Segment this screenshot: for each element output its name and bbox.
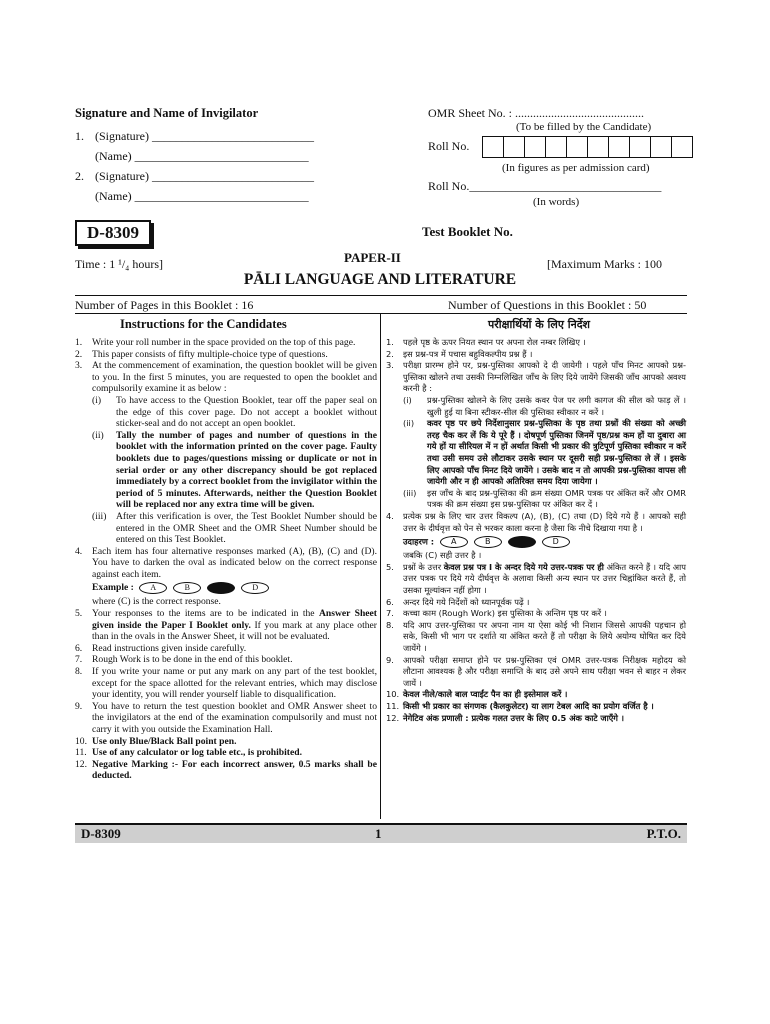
roll-digit-box[interactable]	[504, 137, 525, 157]
instruction-item	[386, 511, 686, 562]
item-number: 6.	[386, 596, 394, 607]
row-label: (Signature)	[95, 129, 149, 143]
instructions-en	[75, 337, 377, 782]
roll-number-label: Roll No.	[428, 139, 470, 153]
item-number: 9.	[386, 654, 394, 665]
item-text-bold: केवल प्रश्न पत्र I के अन्दर दिये गये उत्तर-पत्रक पर ही	[443, 561, 604, 572]
option-oval-b[interactable]: B	[173, 582, 201, 594]
sub-number: (iii)	[403, 487, 417, 498]
item-text: पहले पृष्ठ के ऊपर नियत स्थान पर अपना रोल नम्बर लिखिए ।	[403, 337, 586, 347]
instruction-item	[75, 747, 377, 759]
roll-digit-box[interactable]	[588, 137, 609, 157]
column-divider	[380, 313, 381, 819]
item-text: Use of any calculator or log table etc., is prohibited.	[92, 747, 302, 759]
instruction-item	[75, 337, 377, 349]
sub-number: (iii)	[92, 510, 107, 522]
example-note: जबकि (C) सही उत्तर है ।	[403, 550, 482, 561]
item-text: Write your roll number in the space provided on the top of this page.	[92, 337, 356, 348]
item-text: Your responses to the items are to be indicated in the	[92, 608, 319, 620]
option-oval-b[interactable]: B	[474, 536, 502, 548]
item-text-bold: Answer Sheet given inside the Paper I Booklet only.	[92, 608, 377, 631]
row-label: (Name)	[95, 149, 132, 163]
instruction-item	[386, 701, 686, 713]
omr-note: (To be filled by the Candidate)	[516, 121, 652, 133]
option-oval-c-filled[interactable]	[508, 536, 536, 548]
item-text: Rough Work is to be done in the end of this booklet.	[92, 654, 293, 666]
page-number: 1	[375, 826, 382, 841]
invigilator-signature-block	[75, 126, 385, 206]
divider	[75, 313, 687, 314]
item-text: नेगेटिव अंक प्रणाली : प्रत्येक गलत उत्तर के लिए 0.5 अंक काटे जाएँगे ।	[403, 712, 625, 723]
item-number: 1.	[75, 337, 83, 348]
item-number: 3.	[75, 360, 83, 372]
example-label: Example :	[92, 582, 134, 594]
roll-digit-box[interactable]	[630, 137, 651, 157]
item-number: 8.	[75, 666, 83, 678]
item-text: परीक्षा प्रारम्भ होने पर, प्रश्न-पुस्तिका आपको दे दी जायेगी । पहले पाँच मिनट आपको प्रश्न-पुस्तिका खोलने तथा उसकी निम्नलिखित जाँच के लिए दिये जायेंगे जिसकी जाँच आपको अवश्य करनी है :	[403, 360, 686, 394]
item-number: 11.	[75, 747, 87, 759]
item-text: कच्चा काम (Rough Work) इस पुस्तिका के अन्तिम पृष्ठ पर करें ।	[403, 608, 607, 619]
item-text: Each item has four alternative responses marked (A), (B), (C) and (D). You have to darken the oval as indicated below on the correct response against each item.	[92, 545, 377, 580]
item-text: Use only Blue/Black Ball point pen.	[92, 735, 237, 747]
signature-line[interactable]: ___________________________	[151, 129, 314, 143]
sub-number: (ii)	[403, 418, 415, 429]
roll-digit-box[interactable]	[651, 137, 672, 157]
roll-digit-box[interactable]	[525, 137, 546, 157]
sub-item	[92, 395, 377, 430]
roll-digit-box[interactable]	[567, 137, 588, 157]
item-number: 12.	[386, 712, 400, 723]
item-text: इस प्रश्न-पत्र में पचास बहुविकल्पीय प्रश्न हैं ।	[403, 348, 533, 359]
instruction-item	[75, 654, 377, 666]
item-number: 4.	[386, 510, 394, 521]
roll-words-note: (In words)	[533, 196, 580, 208]
instruction-item	[386, 360, 686, 511]
option-oval-d[interactable]: D	[542, 536, 570, 548]
invigilator-row	[75, 126, 385, 146]
example-note: where (C) is the correct response.	[92, 596, 221, 608]
item-text: Negative Marking :- For each incorrect answer, 0.5 marks shall be deducted.	[92, 758, 377, 782]
row-label: (Name)	[95, 189, 132, 203]
instruction-item	[386, 620, 686, 655]
item-text: This paper consists of fifty multiple-choice type of questions.	[92, 348, 328, 360]
row-label: (Signature)	[95, 169, 149, 183]
example-row	[92, 582, 377, 594]
item-text: किसी भी प्रकार का संगणक (कैलकुलेटर) या लाग टेबल आदि का प्रयोग वर्जित है ।	[403, 700, 654, 711]
item-number: 9.	[75, 700, 83, 712]
instructions-heading-en: Instructions for the Candidates	[120, 317, 287, 331]
instruction-item	[386, 337, 686, 349]
sub-text: कवर पृष्ठ पर छपे निर्देशानुसार प्रश्न-पुस्तिका के पृष्ठ तथा प्रश्नों की संख्या को अच्छी तरह चैक कर लें कि ये पूरे हैं । दोषपूर्ण पुस्तिका जिनमें पृष्ठ/प्रश्न कम हों या दुबारा आ गये हों या सीरियल में न हों अर्थात किसी भी प्रकार की त्रुटिपूर्ण पुस्तिका स्वीकार न करें तथा उसी समय उसे लौटाकर उसके स्थान पर दूसरी सही प्रश्न-पुस्तिका ले लें । इसके लिए आपको पाँच मिनट दिये जायेंगे । उसके बाद न तो आपकी प्रश्न-पुस्तिका वापस ली जायेगी और न ही आपको अतिरिक्त समय दिया जायेगा ।	[427, 418, 686, 487]
sub-text: After this verification is over, the Test Booklet Number should be entered in the OMR Sheet and the OMR Sheet Number should be entered on this Test Booklet.	[116, 510, 377, 546]
instruction-item	[75, 736, 377, 748]
item-number: 10.	[75, 735, 87, 747]
item-number: 8.	[386, 619, 394, 630]
item-number: 7.	[75, 654, 83, 666]
footer-bar	[75, 823, 687, 843]
item-text: If you mark at any place other than in the ovals in the Answer Sheet, it will not be evaluated.	[92, 619, 377, 643]
item-number: 2.	[386, 348, 394, 359]
item-number: 7.	[386, 608, 394, 619]
item-number: 5.	[386, 561, 394, 572]
signature-line[interactable]: ___________________________	[151, 169, 314, 183]
item-number: 12.	[75, 758, 87, 770]
item-text: If you write your name or put any mark on any part of the test booklet, except for the space allotted for the relevant entries, which may disclose your identity, you will render yourself liable to disqualification.	[92, 666, 377, 701]
pto-label: P.T.O.	[646, 826, 681, 841]
sub-item	[403, 418, 686, 488]
option-oval-a[interactable]: A	[440, 536, 468, 548]
max-marks: [Maximum Marks : 100	[547, 257, 662, 271]
time-allowed: Time : 1 ¹/₄ hours]	[75, 257, 164, 271]
roll-digit-box[interactable]	[609, 137, 630, 157]
item-number: 3.	[386, 360, 394, 371]
instructions-heading-hi: परीक्षार्थियों के लिए निर्देश	[488, 318, 591, 331]
option-oval-d[interactable]: D	[241, 582, 269, 594]
pages-count: Number of Pages in this Booklet : 16	[75, 298, 254, 312]
sub-number: (i)	[403, 394, 412, 405]
instruction-item	[75, 643, 377, 655]
item-text: You have to return the test question booklet and OMR Answer sheet to the invigilators at the end of the examination compulsorily and must not carry it with you outside the Examination Hall.	[92, 700, 377, 735]
row-number: 2.	[75, 169, 84, 183]
divider	[75, 295, 687, 296]
roll-number-note: (In figures as per admission card)	[502, 162, 650, 174]
example-row	[403, 536, 686, 548]
questions-count: Number of Questions in this Booklet : 50	[448, 298, 647, 312]
sub-number: (i)	[92, 394, 102, 406]
item-number: 11.	[386, 700, 400, 711]
item-number: 5.	[75, 608, 83, 620]
sub-item	[92, 430, 377, 511]
invigilator-row	[75, 146, 385, 166]
sub-text: इस जाँच के बाद प्रश्न-पुस्तिका की क्रम संख्या OMR पत्रक पर अंकित करें और OMR पत्रक की क्रम संख्या इस प्रश्न-पुस्तिका पर अंकित कर दें ।	[427, 487, 686, 510]
item-number: 1.	[386, 337, 394, 347]
item-number: 2.	[75, 348, 83, 360]
item-text: यदि आप उत्तर-पुस्तिका पर अपना नाम या ऐसा कोई भी निशान जिससे आपकी पहचान हो सके, किसी भी भाग पर दर्शाते या अंकित करते हैं तो परीक्षा के लिये अयोग्य घोषित कर दिये जायेंगे ।	[403, 619, 686, 653]
item-text: प्रश्नों के उत्तर	[403, 561, 444, 572]
roll-digit-box[interactable]	[546, 137, 567, 157]
instruction-item	[75, 546, 377, 608]
name-line[interactable]: _____________________________	[134, 149, 309, 163]
sub-item	[403, 395, 686, 418]
footer-code: D-8309	[81, 826, 121, 841]
option-oval-a[interactable]: A	[139, 582, 167, 594]
instruction-item	[75, 759, 377, 782]
sub-item	[92, 511, 377, 546]
sub-text: प्रश्न-पुस्तिका खोलने के लिए उसके कवर पेज पर लगी कागज की सील को फाड़ लें । खुली हुई या बिना स्टीकर-सील की पुस्तिका स्वीकार न करें ।	[427, 394, 686, 417]
option-oval-c-filled[interactable]	[207, 582, 235, 594]
instruction-item	[386, 597, 686, 609]
item-text: अंकित करने हैं । यदि आप उत्तर पत्रक पर दिये गये दीर्घवृत्त के अलावा किसी अन्य स्थान पर उत्तर चिह्नांकित करते हैं, तो उसका मूल्यांकन नहीं होगा ।	[403, 561, 686, 595]
instructions-hi	[386, 337, 686, 724]
sub-text: Tally the number of pages and number of questions in the booklet with the information printed on the cover page. Faulty booklets due to pages/questions missing or duplicate or not in serial order or any other discrepancy should be got replaced immediately by a correct booklet from the invigilator within the period of 5 minutes. Afterwards, neither the Question Booklet will be replaced nor any extra time will be given.	[116, 429, 377, 511]
item-text: अन्दर दिये गये निर्देशों को ध्यानपूर्वक पढ़ें ।	[403, 596, 530, 607]
instruction-item	[386, 689, 686, 701]
instruction-item	[75, 608, 377, 643]
roll-digit-box[interactable]	[672, 137, 692, 157]
roll-digit-box[interactable]	[483, 137, 504, 157]
instruction-item	[386, 349, 686, 361]
sub-item	[403, 488, 686, 511]
instruction-item	[386, 608, 686, 620]
booklet-code: D-8309	[75, 220, 151, 246]
item-text: आपको परीक्षा समाप्त होने पर प्रश्न-पुस्तिका एवं OMR उत्तर-पत्रक निरीक्षक महोदय को लौटाना आवश्यक है और परीक्षा समाप्ति के बाद उसे अपने साथ परीक्षा भवन से बाहर न लेकर जायें ।	[403, 654, 686, 688]
item-number: 6.	[75, 642, 83, 654]
instruction-item	[386, 655, 686, 690]
name-line[interactable]: _____________________________	[134, 189, 309, 203]
item-number: 4.	[75, 545, 83, 557]
roll-number-boxes[interactable]	[482, 136, 693, 158]
item-text: प्रत्येक प्रश्न के लिए चार उत्तर विकल्प (A), (B), (C) तथा (D) दिये गये हैं । आपको सही उत्तर के दीर्घवृत्त को पेन से भरकर काला करना है जैसा कि नीचे दिखाया गया है ।	[403, 510, 686, 533]
roll-number-words[interactable]: Roll No.________________________________	[428, 179, 662, 193]
instruction-item	[386, 562, 686, 597]
omr-sheet-number[interactable]: OMR Sheet No. : ...........................................	[428, 106, 644, 120]
instruction-item	[75, 349, 377, 361]
paper-label: PAPER-II	[344, 250, 401, 265]
instruction-item	[386, 713, 686, 725]
invigilator-heading: Signature and Name of Invigilator	[75, 106, 259, 120]
sub-text: To have access to the Question Booklet, tear off the paper seal on the edge of this cover page. Do not accept a booklet without sticker-seal and do not accept an open booklet.	[116, 394, 377, 430]
invigilator-row	[75, 166, 385, 186]
instruction-item	[75, 666, 377, 701]
test-booklet-label: Test Booklet No.	[422, 224, 513, 239]
instruction-item	[75, 360, 377, 546]
example-label: उदाहरण :	[403, 536, 435, 547]
item-text: Read instructions given inside carefully.	[92, 642, 247, 654]
item-text: At the commencement of examination, the question booklet will be given to you. In the first 5 minutes, you are requested to open the booklet and compulsorily examine it as below :	[92, 360, 377, 395]
instruction-item	[75, 701, 377, 736]
row-number: 1.	[75, 129, 84, 143]
item-number: 10.	[386, 689, 400, 700]
sub-number: (ii)	[92, 429, 104, 441]
subject-title: PĀLI LANGUAGE AND LITERATURE	[243, 271, 517, 288]
item-text: केवल नीले/काले बाल प्वाईंट पैन का ही इस्तेमाल करें ।	[403, 689, 568, 700]
invigilator-row	[75, 186, 385, 206]
